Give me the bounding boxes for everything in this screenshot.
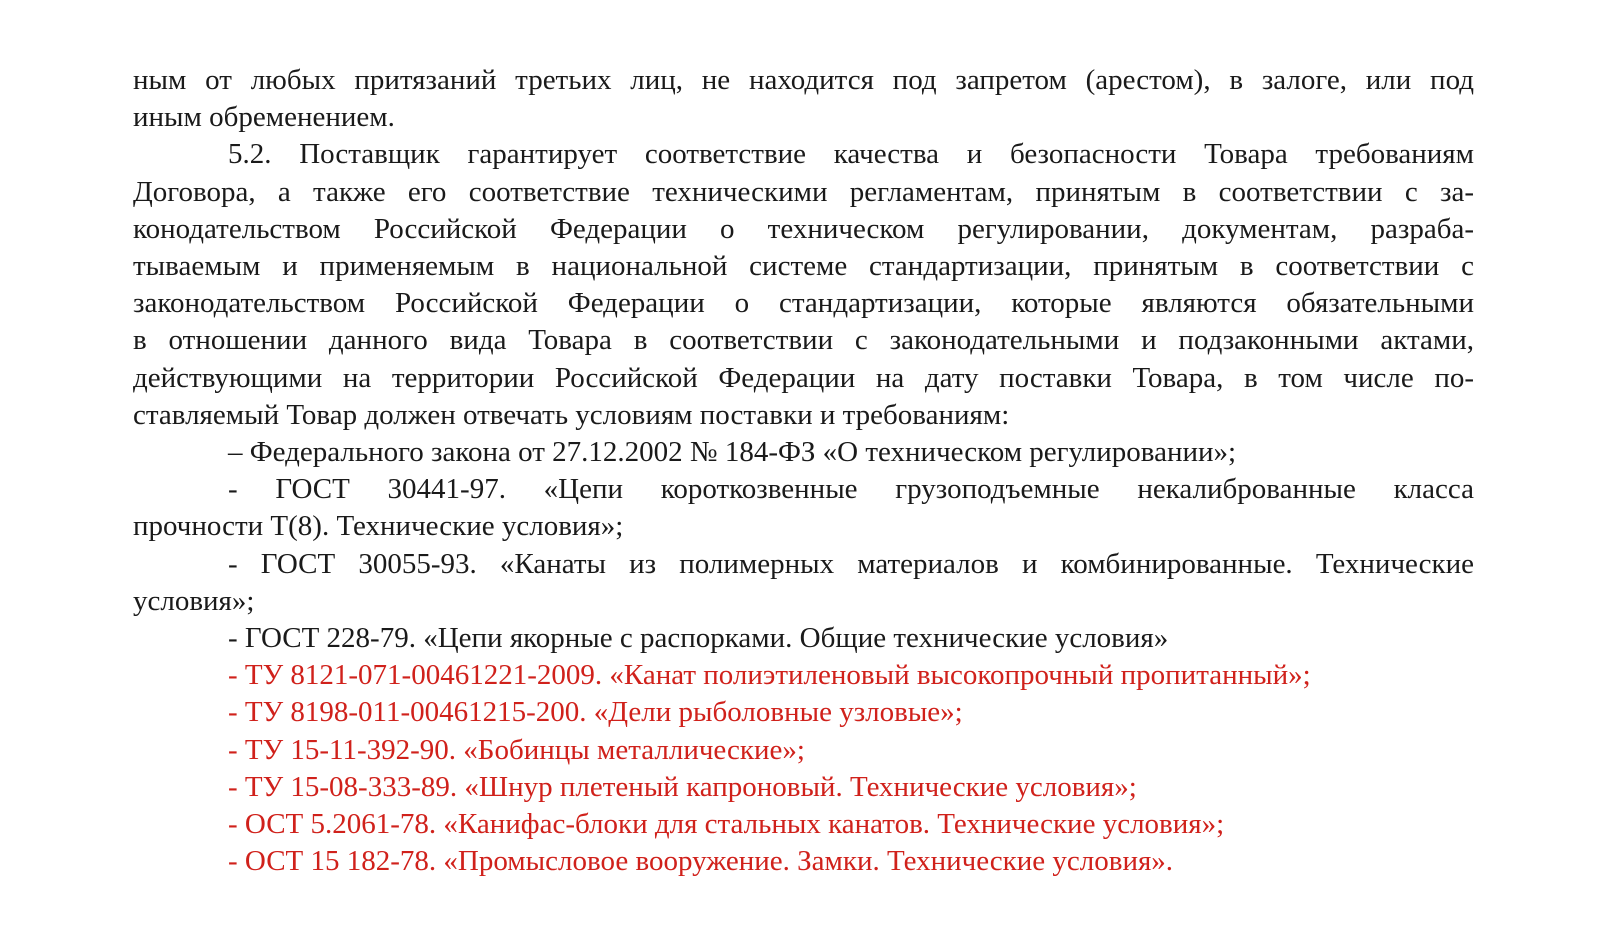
list-item: - ГОСТ 30055-93. «Канаты из полимерных материалов и комбинированные. Технические (228, 547, 1474, 580)
text-line: 5.2. Поставщик гарантирует соответствие качества и безопасности Товара требованиям (228, 138, 1474, 171)
standards-list (133, 434, 1474, 657)
highlighted-list-item: - ТУ 8198-011-00461215-200. «Дели рыболовные узловые»; (228, 696, 963, 729)
text-line: иным обременением. (133, 101, 395, 134)
text-line: Договора, а также его соответствие техническими регламентам, принятым в соответствии с за- (133, 175, 1474, 208)
text-line: в отношении данного вида Товара в соответствии с законодательными и подзаконными актами, (133, 324, 1474, 357)
text-line: ставляемый Товар должен отвечать условиям поставки и требованиям: (133, 398, 1010, 431)
list-item: - ГОСТ 228-79. «Цепи якорные с распорками. Общие технические условия» (228, 622, 1169, 655)
list-item: - ГОСТ 30441-97. «Цепи короткозвенные грузоподъемные некалиброванные класса (228, 473, 1474, 506)
text-line: ным от любых притязаний третьих лиц, не находится под запретом (арестом), в залоге, или под (133, 64, 1474, 96)
highlighted-list-item: - ТУ 15-11-392-90. «Бобинцы металлические»; (228, 733, 805, 766)
highlighted-standards-list (133, 657, 1474, 880)
text-line: конодательством Российской Федерации о техническом регулировании, документам, разраба- (133, 212, 1474, 245)
text-line: законодательством Российской Федерации о стандартизации, которые являются обязательными (133, 287, 1474, 320)
paragraph-5-2 (133, 136, 1474, 434)
text-line: тываемым и применяемым в национальной системе стандартизации, принятым в соответствии с (133, 250, 1474, 283)
highlighted-list-item: - ТУ 15-08-333-89. «Шнур плетеный капроновый. Технические условия»; (228, 770, 1137, 803)
highlighted-list-item: - ОСТ 5.2061-78. «Канифас-блоки для стальных канатов. Технические условия»; (228, 808, 1225, 841)
paragraph-continuation (133, 62, 1474, 136)
list-item: – Федерального закона от 27.12.2002 № 184-ФЗ «О техническом регулировании»; (228, 436, 1237, 469)
text-line: действующими на территории Российской Федерации на дату поставки Товара, в том числе по- (133, 361, 1474, 394)
list-item-continuation: условия»; (133, 584, 255, 617)
list-item-continuation: прочности Т(8). Технические условия»; (133, 510, 624, 543)
highlighted-list-item: - ОСТ 15 182-78. «Промысловое вооружение. Замки. Технические условия». (228, 845, 1174, 878)
document-page (133, 62, 1474, 880)
highlighted-list-item: - ТУ 8121-071-00461221-2009. «Канат полиэтиленовый высокопрочный пропитанный»; (228, 659, 1311, 692)
